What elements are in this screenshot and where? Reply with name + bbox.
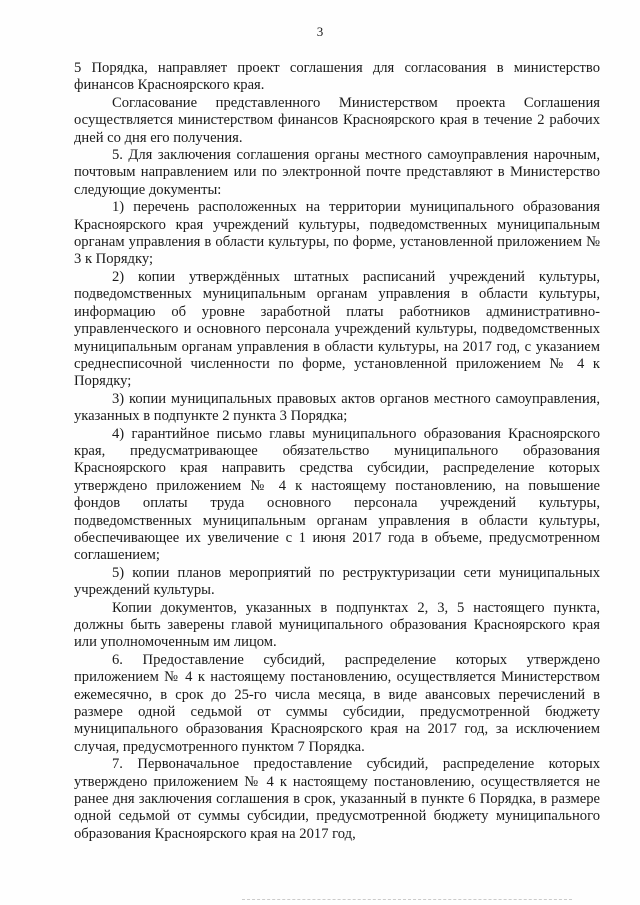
paragraph-continuation: 5 Порядка, направляет проект соглашения для согласования в министерство финансов Красноярского края. xyxy=(74,60,600,94)
document-body xyxy=(74,60,600,843)
subparagraph-5-5: 5) копии планов мероприятий по реструктуризации сети муниципальных учреждений культуры. xyxy=(74,564,600,599)
page-number: 3 xyxy=(316,24,324,39)
paragraph-5: 5. Для заключения соглашения органы местного самоуправления нарочным, почтовым направлением или по электронной почте представляют в Министерство следующие документы: xyxy=(74,147,600,198)
scan-edge-line xyxy=(242,899,572,900)
subparagraph-5-4: 4) гарантийное письмо главы муниципального образования Красноярского края, предусматривающее обязательство муниципального образования Красноярского края направить средства субсидии, распределение которых утверждено приложением № 4 к настоящему постановлению, на повышение фондов оплаты труда основного персонала учреждений культуры, подведомственных муниципальным органам управления в области культуры, обеспечивающее их увеличение с 1 июня 2017 года в объеме, предусмотренном соглашением; xyxy=(74,425,600,564)
paragraph-6: 6. Предоставление субсидий, распределение которых утверждено приложением № 4 к настоящему постановлению, осуществляется Министерством ежемесячно, в срок до 25-го числа месяца, в виде авансовых перечислений в размере одной седьмой от суммы субсидии, предусмотренной бюджету муниципального образования Красноярского края на 2017 год, за исключением случая, предусмотренного пунктом 7 Порядка. xyxy=(74,651,600,755)
subparagraph-5-3: 3) копии муниципальных правовых актов органов местного самоуправления, указанных в подпункте 2 пункта 3 Порядка; xyxy=(74,390,600,425)
paragraph-7: 7. Первоначальное предоставление субсидий, распределение которых утверждено приложением № 4 к настоящему постановлению, осуществляется не ранее дня заключения соглашения в срок, указанный в пункте 6 Порядка, в размере одной седьмой от суммы субсидии, предусмотренной бюджету муниципального образования Красноярского края на 2017 год, xyxy=(74,756,600,842)
subparagraph-5-1: 1) перечень расположенных на территории муниципального образования Красноярского края учреждений культуры, подведомственных муниципальным органам управления в области культуры, по форме, установленной приложением № 3 к Порядку; xyxy=(74,199,600,268)
paragraph-approval: Согласование представленного Министерством проекта Соглашения осуществляется министерством финансов Красноярского края в течение 2 рабочих дней со дня его получения. xyxy=(74,94,600,146)
paragraph-copies: Копии документов, указанных в подпунктах 2, 3, 5 настоящего пункта, должны быть заверены главой муниципального образования Красноярского края или уполномоченным им лицом. xyxy=(74,599,600,651)
subparagraph-5-2: 2) копии утверждённых штатных расписаний учреждений культуры, подведомственных муниципальным органам управления в области культуры, информацию об уровне заработной платы работников административно-управленческого и основного персонала учреждений культуры, подведомственных муниципальным органам управления в области культуры, на 2017 год, с указанием среднесписочной численности по форме, установленной приложением № 4 к Порядку; xyxy=(74,268,600,390)
